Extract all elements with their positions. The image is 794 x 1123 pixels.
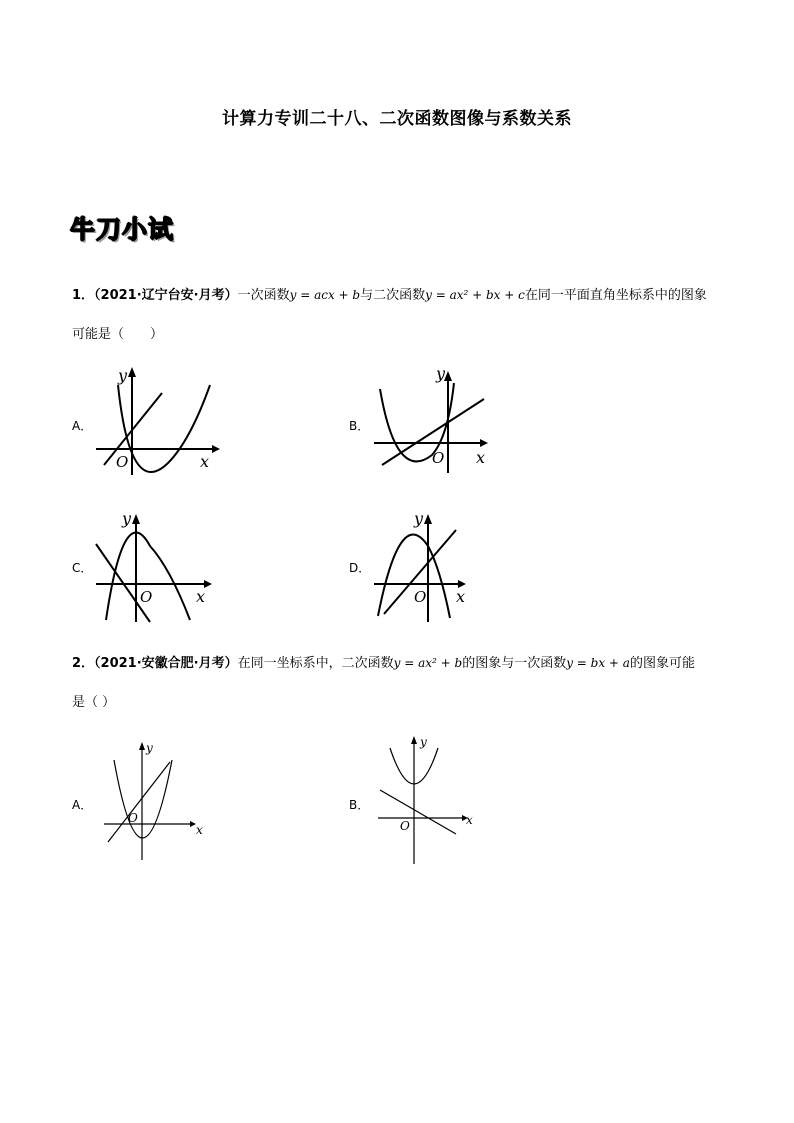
question-text: 的图象与一次函数 bbox=[462, 656, 567, 671]
option-c-label[interactable]: C． bbox=[72, 561, 93, 575]
question-source: （2021·安徽合肥·月考） bbox=[94, 656, 238, 671]
y-axis-arrow bbox=[139, 742, 145, 750]
question-number: 2． bbox=[72, 656, 95, 671]
question-text: 在同一平面直角坐标系中的图象 bbox=[524, 288, 707, 303]
question-source: （2021·辽宁台安·月考） bbox=[94, 288, 238, 303]
x-axis-label: x bbox=[476, 448, 486, 467]
option-b-label[interactable]: B． bbox=[349, 419, 370, 433]
question-2-line2: 是（ ） bbox=[72, 695, 116, 710]
y-axis-arrow bbox=[424, 514, 432, 524]
x-axis-arrow bbox=[212, 445, 220, 453]
origin-label: O bbox=[400, 819, 410, 833]
option-b-label[interactable]: B． bbox=[349, 798, 370, 812]
y-axis-label: y bbox=[122, 509, 132, 528]
option-c-graph[interactable] bbox=[92, 508, 217, 623]
x-axis-label: x bbox=[466, 813, 473, 827]
origin-label: O bbox=[432, 449, 445, 467]
option-a-label[interactable]: A． bbox=[72, 419, 93, 433]
option-a-label[interactable]: A． bbox=[72, 798, 93, 812]
y-axis-label: y bbox=[436, 364, 446, 383]
x-axis-arrow bbox=[204, 580, 212, 588]
question-1 bbox=[72, 287, 707, 304]
option-b-graph[interactable] bbox=[372, 365, 492, 475]
question-text: 与二次函数 bbox=[360, 288, 426, 303]
question-text: 在同一坐标系中，二次函数 bbox=[237, 656, 394, 671]
option-b-graph[interactable] bbox=[374, 732, 484, 866]
question-1-line2: 可能是（ ） bbox=[72, 327, 164, 342]
y-axis-arrow bbox=[444, 371, 452, 381]
x-axis-label: x bbox=[456, 587, 466, 606]
formula-linear: y = acx + b bbox=[289, 288, 361, 302]
origin-label: O bbox=[140, 588, 153, 606]
question-text: 一次函数 bbox=[237, 288, 290, 303]
x-axis-label: x bbox=[196, 587, 206, 606]
origin-label: O bbox=[128, 811, 138, 825]
option-d-graph[interactable] bbox=[372, 508, 472, 623]
page-title: 计算力专训二十八、二次函数图像与系数关系 bbox=[222, 109, 572, 129]
option-a-graph[interactable] bbox=[90, 365, 220, 475]
x-axis-arrow bbox=[480, 439, 488, 447]
parabola bbox=[114, 760, 172, 838]
line bbox=[380, 790, 456, 834]
formula-linear: y = bx + a bbox=[566, 656, 630, 670]
y-axis-arrow bbox=[128, 367, 136, 377]
line bbox=[108, 762, 170, 842]
formula-quadratic: y = ax² + b bbox=[393, 656, 463, 670]
question-text: 的图象可能 bbox=[629, 656, 695, 671]
y-axis-label: y bbox=[118, 366, 128, 385]
y-axis-arrow bbox=[132, 514, 140, 524]
option-a-graph[interactable] bbox=[100, 738, 210, 862]
origin-label: O bbox=[414, 588, 427, 606]
formula-quadratic: y = ax² + bx + c bbox=[425, 288, 525, 302]
x-axis-label: x bbox=[196, 823, 203, 837]
y-axis-label: y bbox=[420, 735, 427, 749]
y-axis-arrow bbox=[411, 736, 417, 744]
y-axis-label: y bbox=[414, 509, 424, 528]
question-2 bbox=[72, 655, 695, 672]
question-number: 1． bbox=[72, 288, 95, 303]
option-d-label[interactable]: D． bbox=[349, 561, 371, 575]
x-axis-label: x bbox=[200, 452, 210, 471]
y-axis-label: y bbox=[146, 741, 153, 755]
origin-label: O bbox=[116, 453, 129, 471]
section-heading: 牛刀小试 bbox=[70, 215, 175, 244]
